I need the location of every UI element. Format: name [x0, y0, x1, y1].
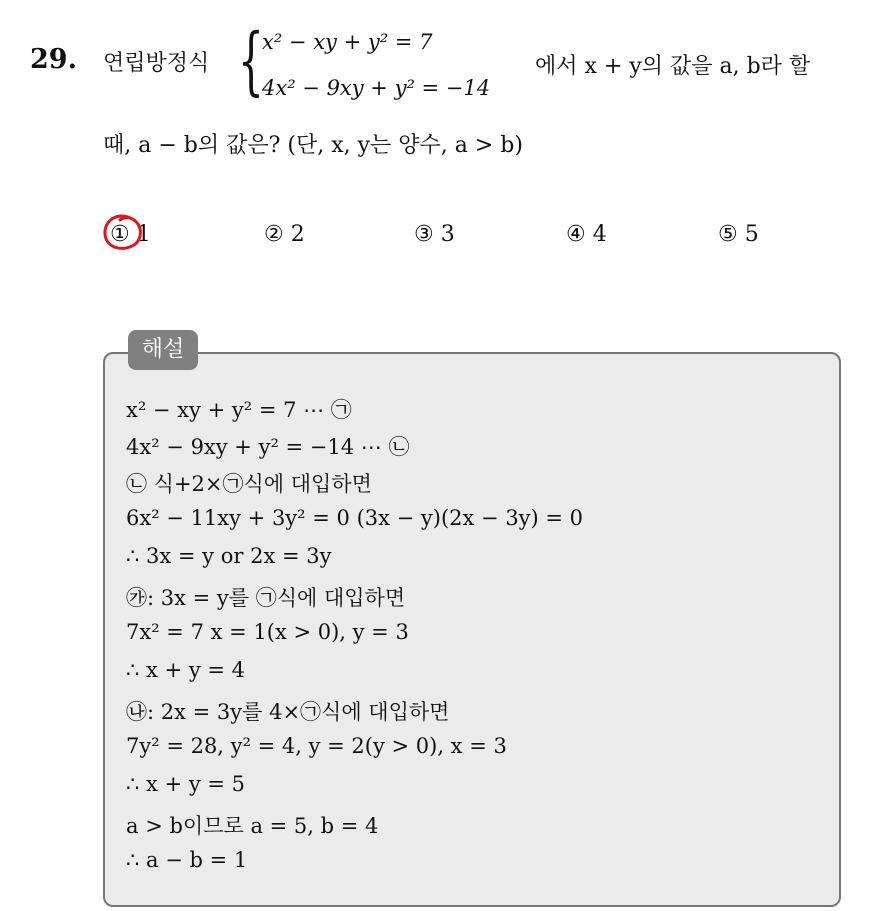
choice-2[interactable] [264, 222, 305, 247]
solution-line-9: ㉯: 2x = 3y를 4×㉠식에 대입하면 [126, 700, 450, 724]
choice-3-mark: ③ [414, 222, 434, 247]
solution-line-8: ∴ x + y = 4 [126, 658, 245, 682]
solution-line-1: x² − xy + y² = 7 ⋯ ㉠ [126, 398, 352, 422]
choice-4[interactable] [566, 222, 607, 247]
choice-2-value: 2 [290, 222, 305, 247]
equation-1: x² − xy + y² = 7 [262, 30, 433, 54]
solution-line-11: ∴ x + y = 5 [126, 772, 245, 796]
solution-line-5: ∴ 3x = y or 2x = 3y [126, 544, 332, 568]
answer-circle-mark [100, 212, 146, 254]
question-line2: 때, a − b의 값은? (단, x, y는 양수, a > b) [103, 133, 523, 158]
solution-line-13: ∴ a − b = 1 [126, 848, 248, 872]
question-number: 29. [30, 44, 77, 75]
solution-line-3: ㉡ 식+2×㉠식에 대입하면 [126, 472, 372, 496]
choice-3-value: 3 [440, 222, 455, 247]
choice-4-value: 4 [592, 222, 607, 247]
system-brace: { [238, 18, 264, 104]
choice-2-mark: ② [264, 222, 284, 247]
choice-3[interactable] [414, 222, 455, 247]
equation-2: 4x² − 9xy + y² = −14 [262, 76, 491, 100]
choice-1-value: 1 [136, 222, 151, 247]
question-lead: 연립방정식 [103, 51, 210, 76]
choice-5-value: 5 [744, 222, 759, 247]
solution-tab: 해설 [128, 330, 198, 370]
solution-line-7: 7x² = 7 x = 1(x > 0), y = 3 [126, 620, 409, 644]
choice-1-mark: ① [110, 222, 130, 247]
solution-line-12: a > b이므로 a = 5, b = 4 [126, 814, 379, 838]
question-trail: 에서 x + y의 값을 a, b라 할 [535, 54, 811, 79]
choice-5-mark: ⑤ [718, 222, 738, 247]
choice-5[interactable] [718, 222, 759, 247]
solution-line-2: 4x² − 9xy + y² = −14 ⋯ ㉡ [126, 435, 410, 459]
choice-4-mark: ④ [566, 222, 586, 247]
solution-line-4: 6x² − 11xy + 3y² = 0 (3x − y)(2x − 3y) = 0 [126, 506, 584, 530]
solution-line-10: 7y² = 28, y² = 4, y = 2(y > 0), x = 3 [126, 734, 507, 758]
solution-line-6: ㉮: 3x = y를 ㉠식에 대입하면 [126, 586, 406, 610]
